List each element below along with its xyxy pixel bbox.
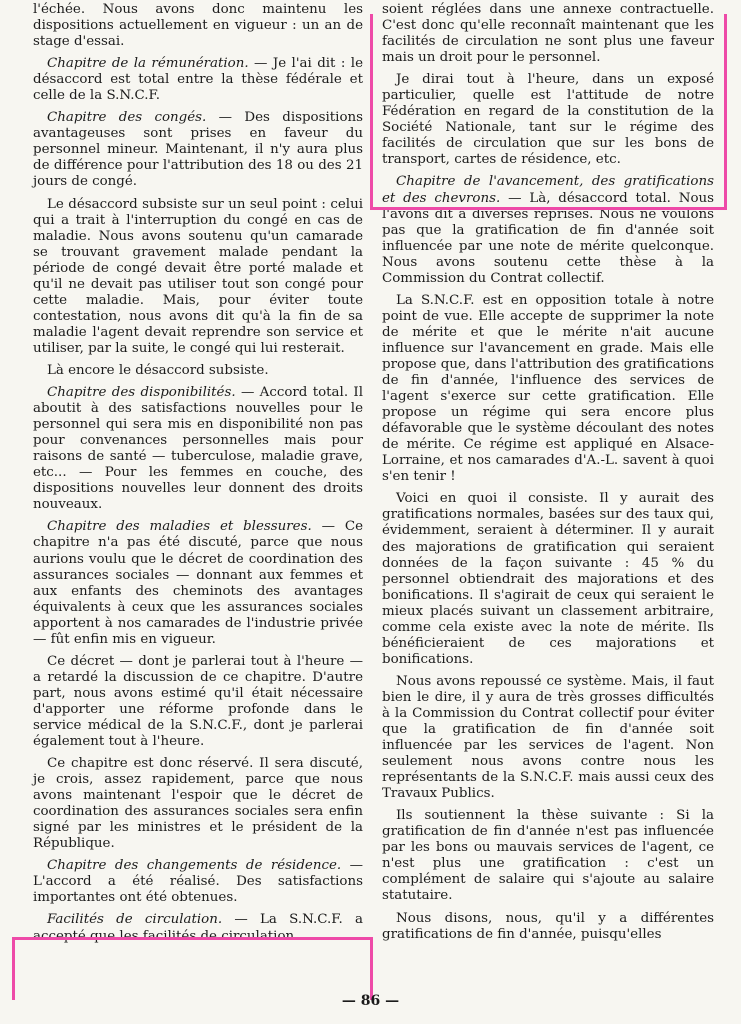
section-heading: Facilités de circulation. <box>47 912 223 928</box>
section-heading: Chapitre de la rémunération. <box>47 56 249 72</box>
paragraph: Ce chapitre est donc réservé. Il sera discuté, je crois, assez rapidement, parce que nous avons maintenant l'espoir que le décret de coordination des assurances sociales sera enfin signé par les ministres et le président de la République. <box>33 756 363 852</box>
section-paragraph-facilites: Facilités de circulation. — La S.N.C.F. a accepté que les facilités de circulation <box>33 912 363 944</box>
page-number: — 86 — <box>341 993 400 1009</box>
section-paragraph-maladies: Chapitre des maladies et blessures. — Ce chapitre n'a pas été discuté, parce que nous aurions voulu que le décret de coordination des assurances sociales — donnant aux femmes et aux enfants des cheminots des avantages équivalents à ceux que les assurances sociales apportent à nos camarades de l'industrie privée — fût enfin mis en vigueur. <box>33 519 363 647</box>
section-paragraph-avancement: Chapitre de l'avancement, des gratifications et des chevrons. — Là, désaccord total. Nous l'avons dit à diverses reprises. Nous ne voulons pas que la gratification de fin d'année soit influencée par une note de mérite quelconque. Nous avons soutenu cette thèse à la Commission du Contrat collectif. <box>382 174 715 286</box>
section-paragraph-conges: Chapitre des congés. — Des dispositions avantageuses sont prises en faveur du personnel mineur. Maintenant, il n'y aura plus de différence pour l'attribution des 18 ou des 21 jours de congé. <box>33 110 363 190</box>
paragraph: Je dirai tout à l'heure, dans un exposé particulier, quelle est l'attitude de notre Fédération en regard de la constitution de la Société Nationale, tant sur le régime des facilités de circulation que sur les bons de transport, cartes de résidence, etc. <box>382 72 714 168</box>
paragraph: soient réglées dans une annexe contractuelle. C'est donc qu'elle reconnaît maintenant que les facilités de circulation ne sont plus une faveur mais un droit pour le personnel. <box>382 2 714 66</box>
section-paragraph-remuneration: Chapitre de la rémunération. — Je l'ai dit : le désaccord est total entre la thèse fédérale et celle de la S.N.C.F. <box>33 56 363 104</box>
paragraph: Le désaccord subsiste sur un seul point : celui qui a trait à l'interruption du congé en cas de maladie. Nous avons soutenu qu'un camarade se trouvant gravement malade pendant la période de congé devait être porté malade et qu'il ne devait pas utiliser tout son congé pour cette maladie. Mais, pour éviter toute contestation, nous avons dit qu'à la fin de sa maladie l'agent devait reprendre son service et utiliser, par la suite, le congé qui lui resterait. <box>33 196 363 356</box>
paragraph: Nous avons repoussé ce système. Mais, il faut bien le dire, il y aura de très grosses difficultés à la Commission du Contrat collectif pour éviter que la gratification de fin d'année soit influencée par les services de l'agent. Non seulement nous avons contre nous les représentants de la S.N.C.F. mais aussi ceux des Travaux Publics. <box>382 673 714 802</box>
section-paragraph-residence: Chapitre des changements de résidence. — L'accord a été réalisé. Des satisfactions importantes ont été obtenues. <box>33 858 363 906</box>
paragraph: Nous disons, nous, qu'il y a différentes gratifications de fin d'année, puisqu'elles <box>382 910 714 942</box>
section-heading: Chapitre des disponibilités. <box>47 385 236 401</box>
section-heading: Chapitre des congés. <box>47 110 207 126</box>
right-column <box>382 2 714 949</box>
paragraph: La S.N.C.F. est en opposition totale à notre point de vue. Elle accepte de supprimer la note de mérite et que le mérite n'ait aucune influence sur l'avancement en grade. Mais elle propose que, dans l'attribution des gratifications de fin d'année, l'influence des services de l'agent s'exerce sur cette gratification. Elle propose un régime qui sera encore plus défavorable que le système découlant des notes de mérite. Ce régime est appliqué en Alsace-Lorraine, et nos camarades d'A.-L. savent à quoi s'en tenir ! <box>382 292 714 485</box>
section-heading: Chapitre des changements de résidence. <box>47 858 342 874</box>
paragraph: Ils soutiennent la thèse suivante : Si la gratification de fin d'année n'est pas influencée par les bons ou mauvais services de l'agent, ce n'est plus une gratification : c'est un complément de salaire qui s'ajoute au salaire statutaire. <box>382 808 714 904</box>
paragraph: Là encore le désaccord subsiste. <box>47 362 269 378</box>
section-paragraph-disponibilites: Chapitre des disponibilités. — Accord total. Il aboutit à des satisfactions nouvelles pour le personnel qui sera mis en disponibilité non pas pour convenances personnelles mais pour raisons de santé — tuberculose, maladie grave, etc... — Pour les femmes en couche, des dispositions nouvelles leur donnent des droits nouveaux. <box>33 385 363 513</box>
paragraph: Ce décret — dont je parlerai tout à l'heure — a retardé la discussion de ce chapitre. D'autre part, nous avons estimé qu'il était nécessaire d'apporter une réforme profonde dans le service médical de la S.N.C.F., dont je parlerai également tout à l'heure. <box>33 653 363 750</box>
left-column <box>33 2 363 951</box>
paragraph: Voici en quoi il consiste. Il y aurait des gratifications normales, basées sur des taux qui, évidemment, seraient à déterminer. Il y aurait des majorations de gratification qui seraient données de la façon suivante : 45 % du personnel obtiendrait des majorations et des bonifications. Il s'agirait de ceux qui seraient le mieux placés suivant un classement arbitraire, comme cela existe avec la note de mérite. Ils bénéficieraient de ces majorations et bonifications. <box>382 491 714 667</box>
section-heading: Chapitre de l'avancement, des gratifications et des chevrons. <box>382 174 714 206</box>
paragraph: l'échée. Nous avons donc maintenu les dispositions actuellement en vigueur : un an de stage d'essai. <box>33 2 363 50</box>
section-heading: Chapitre des maladies et blessures. <box>47 519 312 535</box>
